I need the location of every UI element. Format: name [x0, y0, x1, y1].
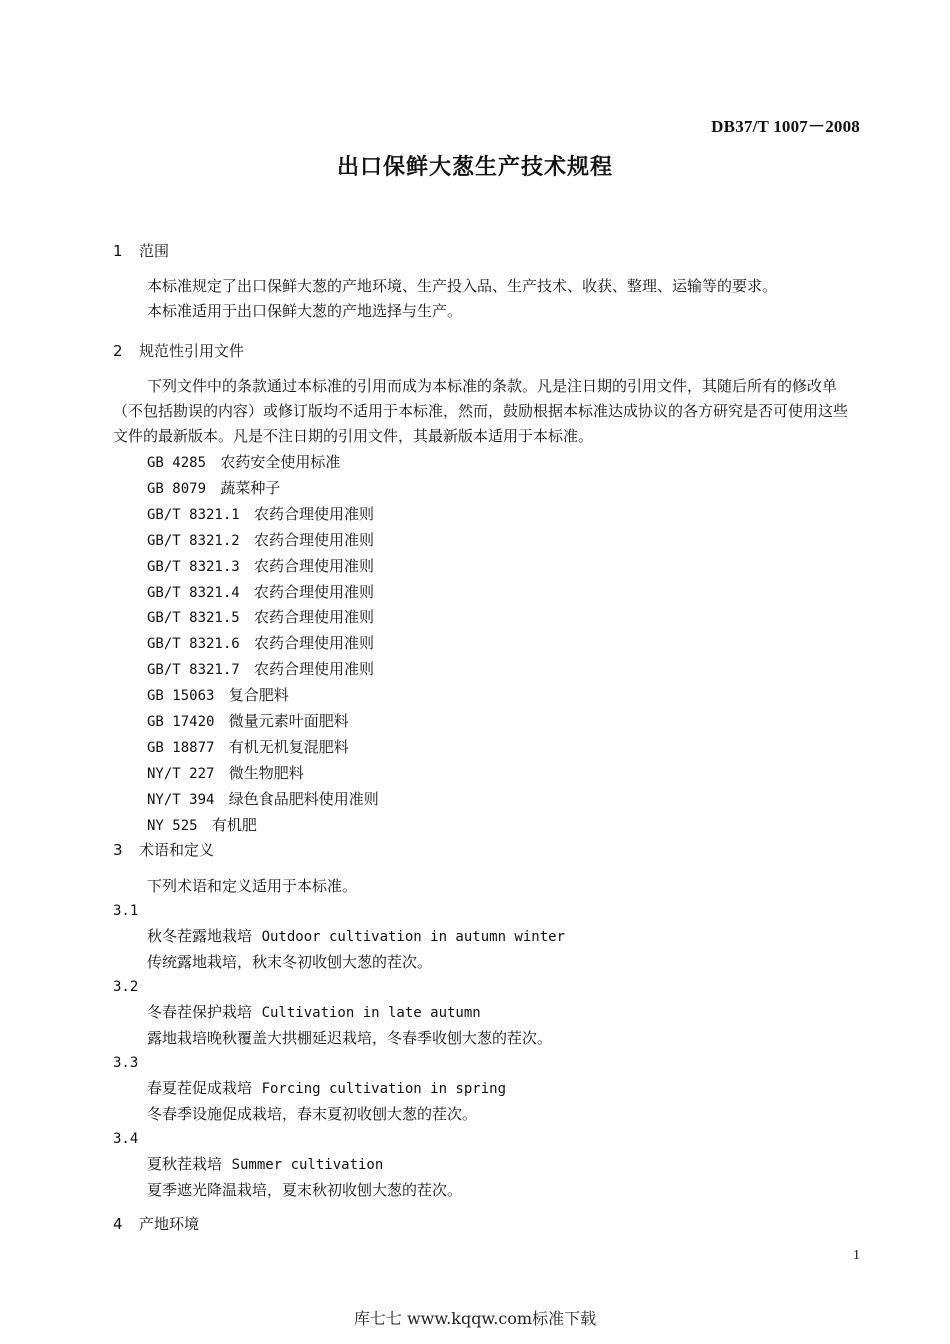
reference-item: GB 15063 复合肥料	[147, 686, 289, 705]
reference-item: GB/T 8321.2 农药合理使用准则	[147, 530, 375, 549]
section-number: 4	[113, 1215, 123, 1233]
reference-item: GB/T 8321.4 农药合理使用准则	[147, 582, 375, 601]
term-number: 3.2	[113, 979, 139, 995]
section-number: 1	[113, 242, 123, 260]
section-3-heading	[113, 839, 861, 860]
term-name: 冬春茬保护栽培 Cultivation in late autumn	[147, 1003, 481, 1021]
term-definition: 传统露地栽培，秋末冬初收刨大葱的茬次。	[147, 953, 433, 971]
section-2-heading	[113, 340, 861, 361]
term-name: 秋冬茬露地栽培 Outdoor cultivation in autumn winter	[147, 927, 565, 945]
paragraph: 本标准规定了出口保鲜大葱的产地环境、生产投入品、生产技术、收获、整理、运输等的要求。	[147, 277, 778, 295]
reference-item: GB 17420 微量元素叶面肥料	[147, 712, 349, 731]
section-number: 3	[113, 841, 123, 859]
term-number: 3.1	[113, 903, 139, 919]
term-definition: 冬春季设施促成栽培，春末夏初收刨大葱的茬次。	[147, 1105, 478, 1123]
term-number: 3.3	[113, 1055, 139, 1071]
reference-item: GB/T 8321.7 农药合理使用准则	[147, 660, 375, 679]
section-3-body	[113, 874, 861, 1203]
reference-item: GB 4285 农药安全使用标准	[147, 453, 341, 471]
section-number: 2	[113, 342, 123, 360]
term-name: 夏秋茬栽培 Summer cultivation	[147, 1155, 384, 1173]
reference-item: NY 525 有机肥	[147, 815, 257, 834]
paragraph: 下列文件中的条款通过本标准的引用而成为本标准的条款。凡是注日期的引用文件，其随后所有的修改单（不包括勘误的内容）或修订版均不适用于本标准，然而，鼓励根据本标准达成协议的各方研究是否可使用这些文件的最新版本。凡是不注日期的引用文件，其最新版本适用于本标准。	[113, 377, 849, 445]
section-title: 规范性引用文件	[139, 342, 245, 360]
reference-item: NY/T 394 绿色食品肥料使用准则	[147, 789, 379, 808]
reference-item: GB/T 8321.5 农药合理使用准则	[147, 608, 375, 627]
reference-item: GB 18877 有机无机复混肥料	[147, 737, 349, 756]
paragraph: 下列术语和定义适用于本标准。	[147, 877, 358, 895]
reference-item: NY/T 227 微生物肥料	[147, 763, 304, 782]
section-2-body	[113, 374, 861, 449]
term-name: 春夏茬促成栽培 Forcing cultivation in spring	[147, 1079, 506, 1097]
reference-item: GB 8079 蔬菜种子	[147, 478, 281, 497]
section-title: 术语和定义	[139, 841, 215, 859]
section-title: 范围	[139, 242, 170, 260]
reference-item: GB/T 8321.3 农药合理使用准则	[147, 556, 375, 575]
footer-watermark: 库七七 www.kqqw.com标准下载	[353, 1309, 597, 1328]
page-number: 1	[853, 1248, 860, 1263]
section-1-body	[113, 274, 861, 324]
section-1-heading	[113, 240, 861, 261]
term-definition: 露地栽培晚秋覆盖大拱棚延迟栽培，冬春季收刨大葱的茬次。	[147, 1029, 553, 1047]
document-title: 出口保鲜大葱生产技术规程	[336, 155, 613, 180]
reference-list	[113, 450, 861, 839]
term-number: 3.4	[113, 1131, 139, 1147]
paragraph: 本标准适用于出口保鲜大葱的产地选择与生产。	[147, 302, 463, 320]
term-definition: 夏季遮光降温栽培，夏末秋初收刨大葱的茬次。	[147, 1181, 463, 1199]
standard-code: DB37/T 1007－2008	[711, 117, 860, 136]
reference-item: GB/T 8321.1 农药合理使用准则	[147, 504, 375, 523]
section-4-heading	[113, 1213, 861, 1234]
section-title: 产地环境	[139, 1215, 200, 1233]
reference-item: GB/T 8321.6 农药合理使用准则	[147, 634, 375, 653]
